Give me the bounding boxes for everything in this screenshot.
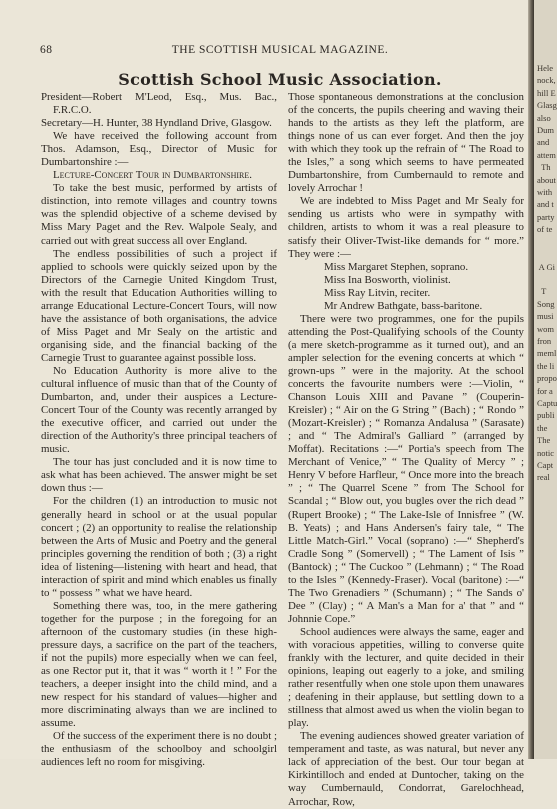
right-column-paragraph: School audiences were always the same, eager and with voracious appetities, willing to converse quite frankly with the lecturer, and quite decided in their opinions, leaping out eagerly to a joke, and smiling rather resentfully when one stole upon them unawares ; deafening in their applause, but settling down to a stillness that almost awed us when the violin began to play. (288, 625, 524, 730)
page-number: 68 (40, 44, 53, 56)
running-header (40, 44, 520, 60)
left-column-paragraph: The tour has just concluded and it is now time to ask what has been achieved. The answer might be set down thus :— (41, 456, 277, 495)
right-column-paragraph: Those spontaneous demonstrations at the conclusion of the concerts, the pupils cheering and waving their hands to the artists as they left the platform, are things none of us can ever forget. And then the joy with which they took up the refrain of “ The Road to the Isles,” a song which seems to have permeated Dumbartonshire, from Cumbernauld to remote and lovely Arrochar ! (288, 91, 524, 195)
left-column-paragraph: President—Robert M'Leod, Esq., Mus. Bac., F.R.C.O. (41, 91, 277, 117)
right-column-paragraph: The evening audiences showed greater variation of temperament and taste, as was natural, but never any lack of appreciation of the best. Our tour began at Kirkintilloch and ended at Duntocher, taking on the way Cumbernauld, Condorrat, Garelochhead, Arrochar, Row, (288, 730, 524, 808)
right-column (288, 91, 524, 809)
left-column-paragraph: The endless possibilities of such a project if applied to schools were quickly seized upon by the Directors of the Carnegie United Kingdom Trust, with the result that Education Authorities willing to arrange Educational Lecture-Concert Tours, will now have the assistance of both organisations, the advice of Miss Paget and Mr Sealy on the artistic and organising side, and the financial backing of the Carnegie Trust to guarantee against possible loss. (41, 247, 277, 364)
right-column-paragraph: Mr Andrew Bathgate, bass-baritone. (324, 299, 483, 312)
left-column-paragraph: Secretary—H. Hunter, 38 Hyndland Drive, Glasgow. (41, 117, 272, 130)
right-column-paragraph: Miss Ina Bosworth, violinist. (324, 273, 451, 286)
right-column-paragraph: There were two programmes, one for the pupils attending the Post-Qualifying schools of the County (a mere sketch-programme as it turned out), and an ampler selection for the evening concerts at which “ grown-ups ” were in the majority. At the school concerts the favourite numbers were :—Violin, “ Chanson Louis XIII and Pavane ” (Couperin-Kreisler) ; “ Air on the G String ” (Bach) ; “ Rondo ” (Mozart-Kreisler) ; “ Romanza Andalusa ” (Sarasate) ; and “ The Admiral's Galliard ” (arranged by Moffat). Recitations :—“ Portia's speech from The Merchant of Venice,” “ The Quality of Mercy ” ; Henry V before Harfleur, “ Once more into the breach ” ; “ The Quarrel Scene ” from The School for Scandal ; “ Blow out, you bugles over the rich dead ” (Rupert Brooke) ; “ The Lake-Isle of Innisfree ” (W. B. Yeats) ; and Hans Andersen's fairy tale, “ The Little Match-Girl.” Vocal (soprano) :—“ Shepherd's Cradle Song ” (Somervell) ; “ The Lament of Isis ” (Bantock) ; “ The Cuckoo ” (Lehmann) ; “ The Road to the Isles ” (Kennedy-Fraser). Vocal (baritone) :—“ The Two Grenadiers ” (Schumann) ; “ The Sands o' Dee ” (Clay) ; “ A Man's a Man for a' that ” and “ Johnnie Cope.” (288, 312, 524, 625)
right-column-paragraph: Miss Ray Litvin, reciter. (324, 286, 431, 299)
right-column-paragraph: Miss Margaret Stephen, soprano. (324, 260, 469, 273)
left-column-paragraph: Something there was, too, in the mere gathering together for the purpose ; in the foregoing for an afternoon of the customary studies (in these high-pressure days, a sacrifice on the part of the teachers, if not the pupils) more especially when we can feel, as one Rector put it, that it was “ worth it ! ” For the teachers, a deeper insight into the child mind, and a new respect for his standard of values—higher and more discriminating always than we are inclined to assume. (41, 599, 277, 730)
left-column-paragraph: We have received the following account from Thos. Adamson, Esq., Director of Music for Dumbartonshire :— (41, 130, 277, 169)
left-column-paragraph: For the children (1) an introduction to music not generally heard in school or at the usual popular concert ; (2) an opportunity to realise the relationship between the Arts of Music and Poetry and the general principles governing the rendition of both ; (3) a right idea of listening—listening with heart and head, that interaction of spirit and mind which enables us finally to “ possess ” what we have heard. (41, 495, 277, 599)
left-column (41, 91, 277, 769)
magazine-title: THE SCOTTISH MUSICAL MAGAZINE. (171, 44, 389, 56)
left-column-paragraph: No Education Authority is more alive to the cultural influence of music than that of the County of Dumbarton, and, under their auspices a Lecture-Concert Tour of the County was recently arranged by the executive officer, and carried out under the direction of the Authority's three principal teachers of music. (41, 364, 277, 456)
facing-page-text: Hele nock, hill E Glasg also Dum and attem Th about with and t party of te A Gi T Song musi wom fron meml the li propo for a Captu publi the The notic Capt real (537, 63, 557, 483)
left-column-paragraph: Of the success of the experiment there is no doubt ; the enthusiasm of the schoolboy and schoolgirl audiences left no room for misgiving. (41, 730, 277, 769)
left-column-paragraph: Lecture-Concert Tour in Dumbartonshire. (53, 169, 252, 182)
section-title: Scottish School Music Association. (118, 70, 442, 89)
facing-page-edge (534, 0, 557, 759)
right-column-paragraph: We are indebted to Miss Paget and Mr Sealy for sending us artists who were in sympathy with children, artists to whom it was a real pleasure to satisfy their Oliver-Twist-like demands for “ more.” They were :— (288, 195, 524, 260)
left-column-paragraph: To take the best music, performed by artists of distinction, into remote villages and country towns was the splendid objective of a scheme devised by Miss Mary Paget and the Rev. Walpole Sealy, and carried out with great success all over England. (41, 182, 277, 247)
